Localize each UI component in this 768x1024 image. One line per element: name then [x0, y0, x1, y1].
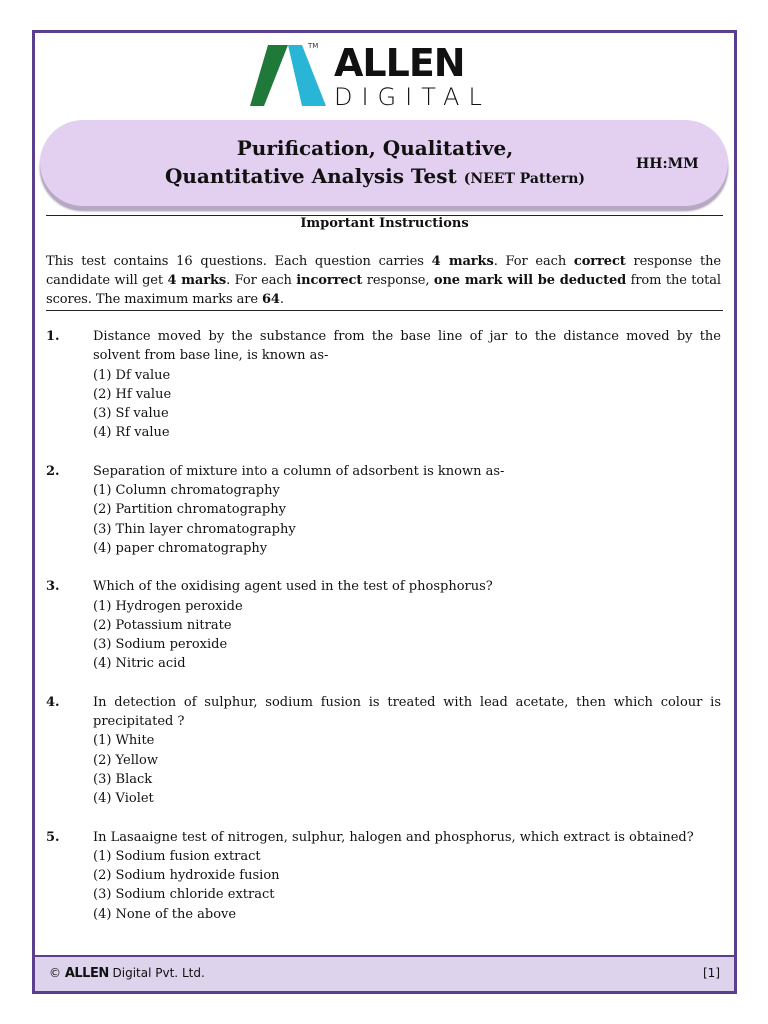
option-4: (4) Rf value [93, 425, 170, 441]
question-body [93, 577, 721, 673]
question-number: 3. [46, 579, 60, 595]
allen-digital-logo [250, 42, 520, 110]
question-text: Which of the oxidising agent used in the test of phosphorus? [93, 579, 493, 595]
option-3: (3) Sodium peroxide [93, 637, 228, 653]
title-banner [40, 120, 728, 206]
instr-part: . For each [226, 273, 297, 288]
instr-part: response, [362, 273, 434, 288]
instr-bold: 4 marks [431, 254, 494, 269]
option-1: (1) White [93, 733, 155, 749]
option-4: (4) Nitric acid [93, 656, 186, 672]
test-pattern: (NEET Pattern) [463, 171, 586, 187]
question-number: 2. [46, 463, 60, 479]
instr-bold: incorrect [296, 273, 363, 288]
option-2: (2) Sodium hydroxide fusion [93, 868, 280, 884]
question-body [93, 693, 721, 809]
instructions-heading: Important Instructions [300, 216, 469, 231]
trademark-label: TM [308, 42, 319, 50]
logo-tagline: DIGITAL [334, 83, 491, 111]
page-footer [35, 955, 734, 991]
option-3: (3) Black [93, 771, 153, 787]
option-1: (1) Df value [93, 367, 171, 383]
footer-brand: ALLEN [64, 966, 109, 981]
option-3: (3) Sf value [93, 406, 169, 422]
page-number: [1] [703, 966, 720, 980]
option-1: (1) Hydrogen peroxide [93, 598, 243, 614]
question-number: 1. [46, 329, 60, 344]
question-text: In Lasaaigne test of nitrogen, sulphur, halogen and phosphorus, which extract is obtained? [93, 829, 694, 845]
instr-part: from the total scores. The maximum marks are [46, 273, 721, 307]
footer-company: Digital Pvt. Ltd. [108, 966, 205, 980]
question-body [93, 462, 721, 558]
option-2: (2) Partition chromatography [93, 502, 286, 518]
allen-mark-icon [250, 42, 330, 108]
option-2: (2) Potassium nitrate [93, 617, 232, 633]
instr-part: . [279, 292, 284, 307]
instr-part: response the candidate will get [46, 254, 721, 288]
instructions-text [46, 252, 721, 309]
question-list [46, 327, 721, 943]
option-3: (3) Thin layer chromatography [93, 521, 296, 537]
footer-copyright [49, 966, 205, 981]
question-item [46, 693, 721, 809]
option-2: (2) Yellow [93, 752, 158, 768]
option-1: (1) Sodium fusion extract [93, 848, 261, 864]
instr-bold: 4 marks [167, 273, 227, 288]
question-number: 5. [46, 829, 60, 845]
question-item [46, 327, 721, 443]
question-item [46, 828, 721, 924]
option-4: (4) paper chromatography [93, 540, 268, 556]
option-4: (4) Violet [93, 791, 154, 807]
question-text: In detection of sulphur, sodium fusion is treated with lead acetate, then which colour is precipitated ? [93, 694, 721, 730]
instr-part: This test contains 16 questions. Each question carries [46, 254, 432, 269]
copyright-symbol: © [49, 966, 61, 980]
question-body [93, 327, 721, 443]
test-duration: HH:MM [636, 156, 699, 172]
question-item [46, 577, 721, 673]
option-3: (3) Sodium chloride extract [93, 887, 275, 903]
instr-part: . For each [493, 254, 574, 269]
logo-wordmark: ALLEN [334, 41, 465, 85]
instr-bold: one mark will be deducted [433, 273, 627, 288]
test-title-line2: Quantitative Analysis Test [164, 164, 457, 188]
test-title-line2-wrap [140, 162, 610, 193]
option-2: (2) Hf value [93, 386, 172, 402]
option-4: (4) None of the above [93, 906, 237, 922]
instr-bold: 64 [261, 292, 280, 307]
question-text: Distance moved by the substance from the base line of jar to the distance moved by the solvent from base line, is known as- [93, 329, 721, 364]
question-body [93, 828, 721, 924]
question-item [46, 462, 721, 558]
test-title-line1: Purification, Qualitative, [236, 136, 514, 160]
test-title [140, 134, 610, 193]
instr-bold: correct [573, 254, 626, 269]
question-text: Separation of mixture into a column of adsorbent is known as- [93, 463, 505, 479]
divider [46, 310, 723, 311]
option-1: (1) Column chromatography [93, 483, 280, 499]
question-number: 4. [46, 694, 60, 710]
